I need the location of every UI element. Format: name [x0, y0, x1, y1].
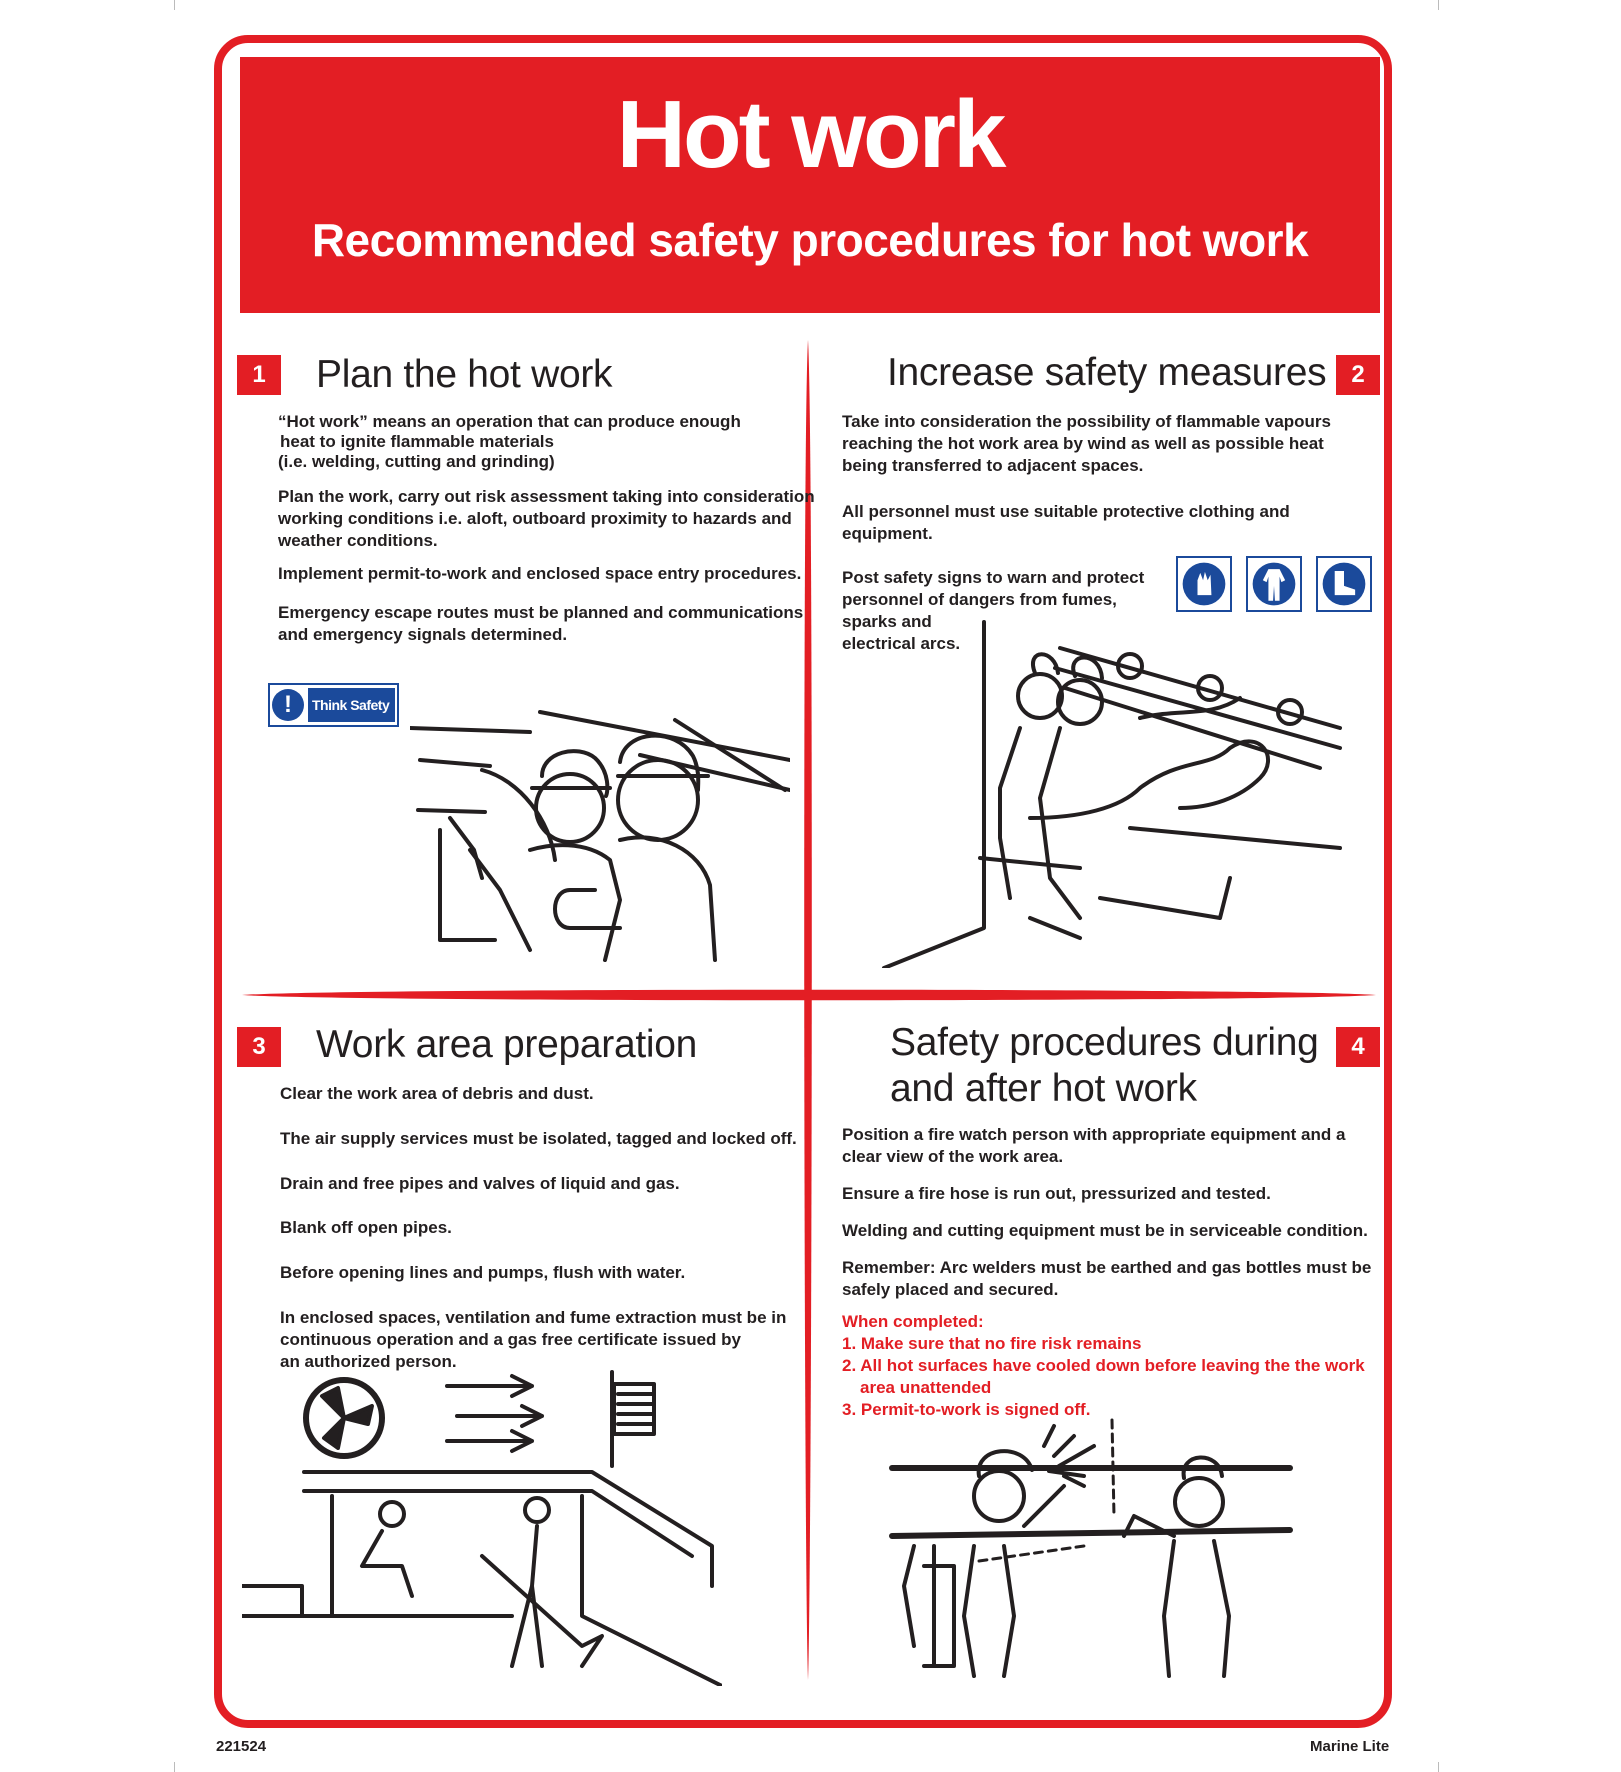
- checklist-item: area unattended: [860, 1378, 992, 1397]
- text-line: Plan the work, carry out risk assessment taking into consideration: [278, 487, 815, 506]
- text-line: Emergency escape routes must be planned and communications: [278, 603, 804, 622]
- text-line: Post safety signs to warn and protect: [842, 568, 1145, 587]
- text-line: “Hot work” means an operation that can produce enough: [278, 412, 741, 431]
- text-line: working conditions i.e. aloft, outboard proximity to hazards and: [278, 509, 792, 528]
- checklist-item: 2. All hot surfaces have cooled down before leaving the the work: [842, 1356, 1365, 1375]
- section-1-paragraph: [278, 412, 741, 472]
- completed-checklist: [842, 1311, 1365, 1421]
- text-line: heat to ignite flammable materials: [280, 432, 554, 451]
- title-line: Safety procedures during: [890, 1021, 1319, 1064]
- text-line: Ensure a fire hose is run out, pressurized and tested.: [842, 1184, 1271, 1203]
- text-line: Blank off open pipes.: [280, 1218, 452, 1237]
- section-3-paragraph: [280, 1307, 786, 1373]
- checklist-item: 1. Make sure that no fire risk remains: [842, 1334, 1142, 1353]
- checklist-heading: When completed:: [842, 1312, 984, 1331]
- section-3-paragraph: [280, 1262, 685, 1284]
- section-1-paragraph: [278, 602, 803, 646]
- section-1-paragraph: [278, 486, 815, 552]
- poster-header: [240, 57, 1380, 313]
- section-3-paragraph: [280, 1173, 680, 1195]
- horizontal-divider: [242, 986, 1376, 1004]
- welder-with-fire-watch-icon: [884, 1416, 1304, 1686]
- crop-mark: [1438, 0, 1449, 10]
- text-line: being transferred to adjacent spaces.: [842, 456, 1144, 475]
- brand-name: Marine Lite: [1310, 1738, 1390, 1755]
- text-line: weather conditions.: [278, 531, 438, 550]
- section-2-paragraph: [842, 411, 1331, 477]
- text-line: Before opening lines and pumps, flush with water.: [280, 1263, 686, 1282]
- poster-subtitle: Recommended safety procedures for hot work: [311, 214, 1309, 266]
- text-line: Take into consideration the possibility of flammable vapours: [842, 412, 1331, 431]
- section-4-paragraph: [842, 1124, 1345, 1168]
- gloves-icon: [1176, 556, 1232, 612]
- text-line: Welding and cutting equipment must be in serviceable condition.: [842, 1221, 1368, 1240]
- crop-mark: [174, 0, 185, 10]
- text-line: In enclosed spaces, ventilation and fume extraction must be in: [280, 1308, 787, 1327]
- section-3-paragraph: [280, 1128, 797, 1150]
- workers-with-fire-hose-icon: [880, 618, 1350, 968]
- checklist-item: 3. Permit-to-work is signed off.: [842, 1400, 1091, 1419]
- section-number-1: 1: [237, 355, 281, 395]
- crop-mark: [174, 1762, 185, 1772]
- text-line: Remember: Arc welders must be earthed and gas bottles must be: [842, 1258, 1372, 1277]
- crop-mark: [1438, 1762, 1449, 1772]
- text-line: Position a fire watch person with appropriate equipment and a: [842, 1125, 1346, 1144]
- section-number-3: 3: [237, 1027, 281, 1067]
- text-line: Implement permit-to-work and enclosed space entry procedures.: [278, 564, 802, 583]
- section-4-paragraph: [842, 1257, 1371, 1301]
- text-line: clear view of the work area.: [842, 1147, 1064, 1166]
- text-line: reaching the hot work area by wind as well as possible heat: [842, 434, 1324, 453]
- section-number-2: 2: [1336, 355, 1380, 395]
- safety-boots-icon: [1316, 556, 1372, 612]
- section-title-plan: Plan the hot work: [316, 353, 613, 396]
- section-number-4: 4: [1336, 1027, 1380, 1067]
- product-code: 221524: [216, 1738, 267, 1755]
- exclamation-icon: !: [272, 689, 304, 721]
- text-line: an authorized person.: [280, 1352, 457, 1371]
- text-line: electrical arcs.: [842, 634, 961, 653]
- section-title-work-area: Work area preparation: [316, 1023, 698, 1066]
- text-line: continuous operation and a gas free certificate issued by: [280, 1330, 742, 1349]
- text-line: All personnel must use suitable protective clothing and: [842, 502, 1290, 521]
- text-line: safely placed and secured.: [842, 1280, 1059, 1299]
- text-line: (i.e. welding, cutting and grinding): [278, 452, 555, 471]
- think-safety-sign: [268, 683, 399, 727]
- section-4-paragraph: [842, 1220, 1368, 1242]
- two-workers-planning-icon: [410, 700, 790, 970]
- text-line: equipment.: [842, 524, 933, 543]
- text-line: and emergency signals determined.: [278, 625, 568, 644]
- text-line: Clear the work area of debris and dust.: [280, 1084, 594, 1103]
- poster-title: Hot work: [616, 81, 1004, 188]
- section-1-paragraph: [278, 563, 801, 585]
- think-safety-label: Think Safety: [308, 688, 395, 722]
- section-2-paragraph: [842, 501, 1290, 545]
- title-line: and after hot work: [890, 1067, 1197, 1111]
- ventilation-and-sweeping-icon: [242, 1366, 722, 1686]
- section-3-paragraph: [280, 1217, 452, 1239]
- text-line: sparks and: [842, 612, 932, 631]
- protective-clothing-icon: [1246, 556, 1302, 612]
- text-line: Drain and free pipes and valves of liquid and gas.: [280, 1174, 680, 1193]
- section-3-paragraph: [280, 1083, 594, 1105]
- section-title-procedures: [890, 1020, 1319, 1112]
- section-title-increase: Increase safety measures: [887, 351, 1327, 394]
- section-4-paragraph: [842, 1183, 1271, 1205]
- text-line: personnel of dangers from fumes,: [842, 590, 1117, 609]
- text-line: The air supply services must be isolated, tagged and locked off.: [280, 1129, 797, 1148]
